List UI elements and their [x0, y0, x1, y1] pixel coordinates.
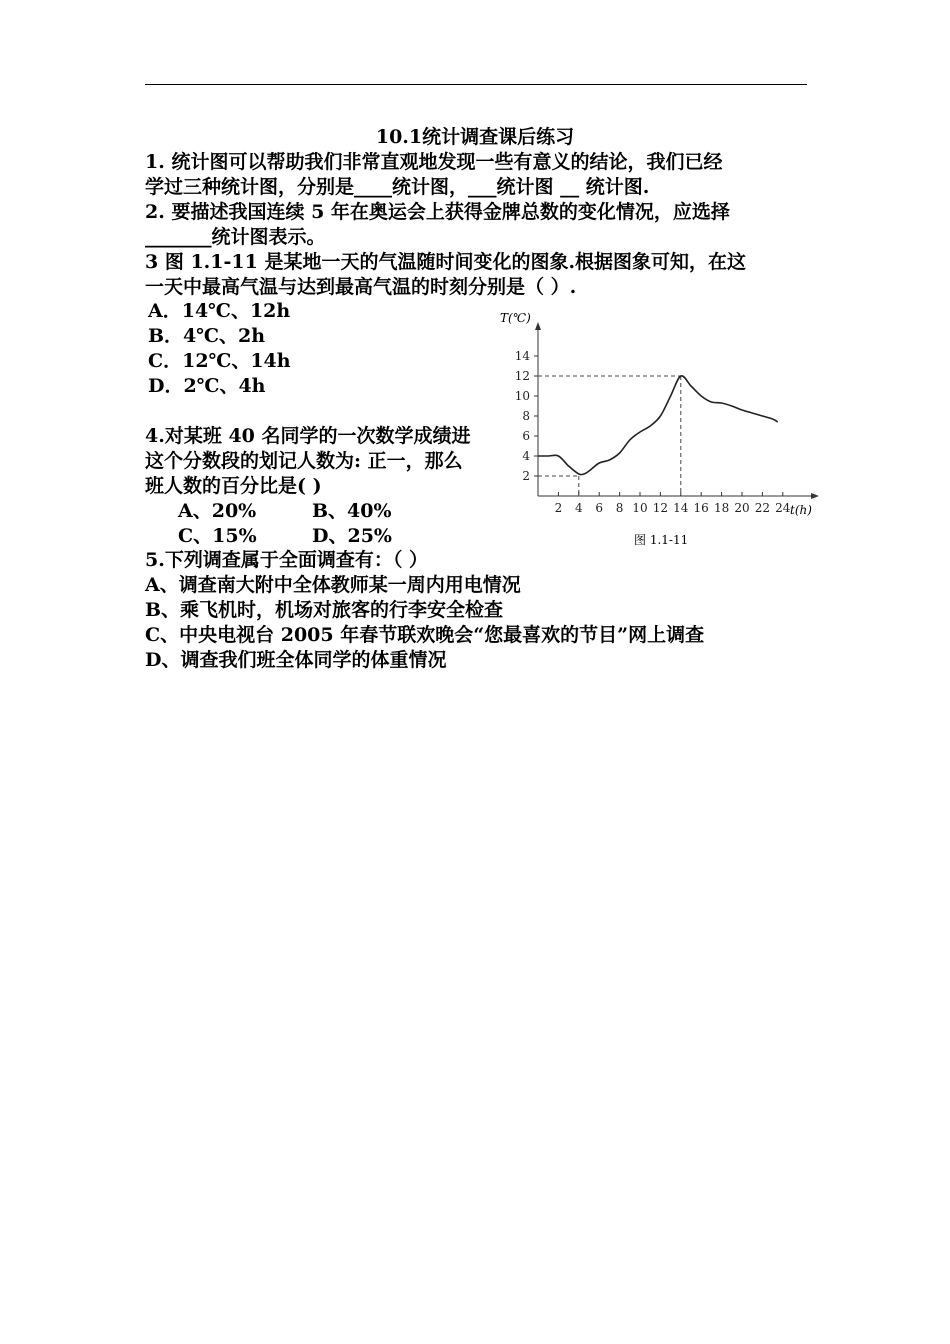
question-3-option-b: B．4℃、2h — [148, 325, 266, 347]
x-tick-label: 14 — [673, 501, 689, 515]
question-5-option-b: B、乘飞机时，机场对旅客的行李安全检查 — [145, 599, 504, 621]
x-tick-label: 16 — [693, 501, 709, 515]
question-5-option-d: D、调查我们班全体同学的体重情况 — [145, 649, 447, 671]
question-4-option-b: B、40% — [312, 500, 392, 522]
question-4-option-a: A、20% — [178, 500, 257, 522]
y-axis-label: T(℃) — [500, 311, 531, 325]
question-5-line-1: 5.下列调查属于全面调查有：（ ） — [145, 549, 428, 571]
question-5-option-a: A、调查南大附中全体教师某一周内用电情况 — [145, 574, 521, 596]
y-tick-label: 2 — [522, 469, 530, 483]
question-4-options-row-1 — [178, 499, 392, 523]
question-3-option-c: C．12℃、14h — [148, 350, 291, 372]
x-tick-label: 4 — [574, 501, 583, 515]
x-tick-label: 22 — [754, 501, 771, 515]
question-4-options-row-2 — [178, 524, 392, 548]
y-tick-label: 4 — [522, 449, 530, 463]
x-axis-label: t(h) — [790, 503, 812, 517]
question-3-line-1: 3 图 1.1-11 是某地一天的气温随时间变化的图象.根据图象可知，在这 — [145, 251, 747, 273]
x-tick-label: 24 — [775, 501, 791, 515]
x-tick-label: 6 — [595, 501, 604, 515]
question-4-line-3: 班人数的百分比是( ) — [145, 475, 322, 497]
y-tick-label: 10 — [514, 389, 530, 403]
x-tick-label: 2 — [554, 501, 563, 515]
question-5-option-c: C、中央电视台 2005 年春节联欢晚会“您最喜欢的节目”网上调查 — [145, 624, 705, 646]
header-rule — [145, 84, 807, 85]
x-tick-label: 12 — [652, 501, 669, 515]
x-axis-arrow — [811, 493, 819, 499]
question-3-option-d: D．2℃、4h — [148, 375, 266, 397]
x-tick-label: 8 — [615, 501, 624, 515]
y-tick-label: 14 — [514, 349, 530, 363]
x-tick-label: 18 — [713, 501, 730, 515]
question-2-line-1: 2. 要描述我国连续 5 年在奥运会上获得金牌总数的变化情况，应选择 — [145, 201, 730, 223]
question-4-line-2: 这个分数段的划记人数为: 正一，那么 — [145, 450, 463, 472]
x-tick-label: 20 — [734, 501, 750, 515]
question-1-line-2: 学过三种统计图，分别是____统计图，___统计图 __ 统计图. — [145, 176, 650, 198]
temperature-line — [538, 376, 778, 475]
chart-ticks — [515, 349, 791, 515]
question-3-option-a: A．14℃、12h — [148, 300, 291, 322]
y-axis-arrow — [535, 322, 541, 330]
x-tick-label: 10 — [632, 501, 648, 515]
question-1-line-1: 1. 统计图可以帮助我们非常直观地发现一些有意义的结论，我们已经 — [145, 151, 723, 173]
question-4-line-1: 4.对某班 40 名同学的一次数学成绩进 — [145, 425, 471, 447]
temperature-chart — [496, 300, 836, 555]
y-tick-label: 8 — [522, 409, 530, 423]
page-title: 10.1统计调查课后练习 — [375, 126, 575, 148]
question-4-option-d: D、25% — [312, 525, 392, 547]
y-tick-label: 6 — [522, 429, 530, 443]
question-4-option-c: C、15% — [178, 525, 257, 547]
question-2-line-2: _______统计图表示。 — [145, 226, 326, 248]
figure-caption: 图 1.1-11 — [634, 533, 689, 547]
chart-series — [538, 376, 778, 475]
question-3-line-2: 一天中最高气温与达到最高气温的时刻分别是（ ）. — [145, 276, 577, 298]
y-tick-label: 12 — [514, 369, 530, 383]
chart-guides — [538, 376, 681, 496]
